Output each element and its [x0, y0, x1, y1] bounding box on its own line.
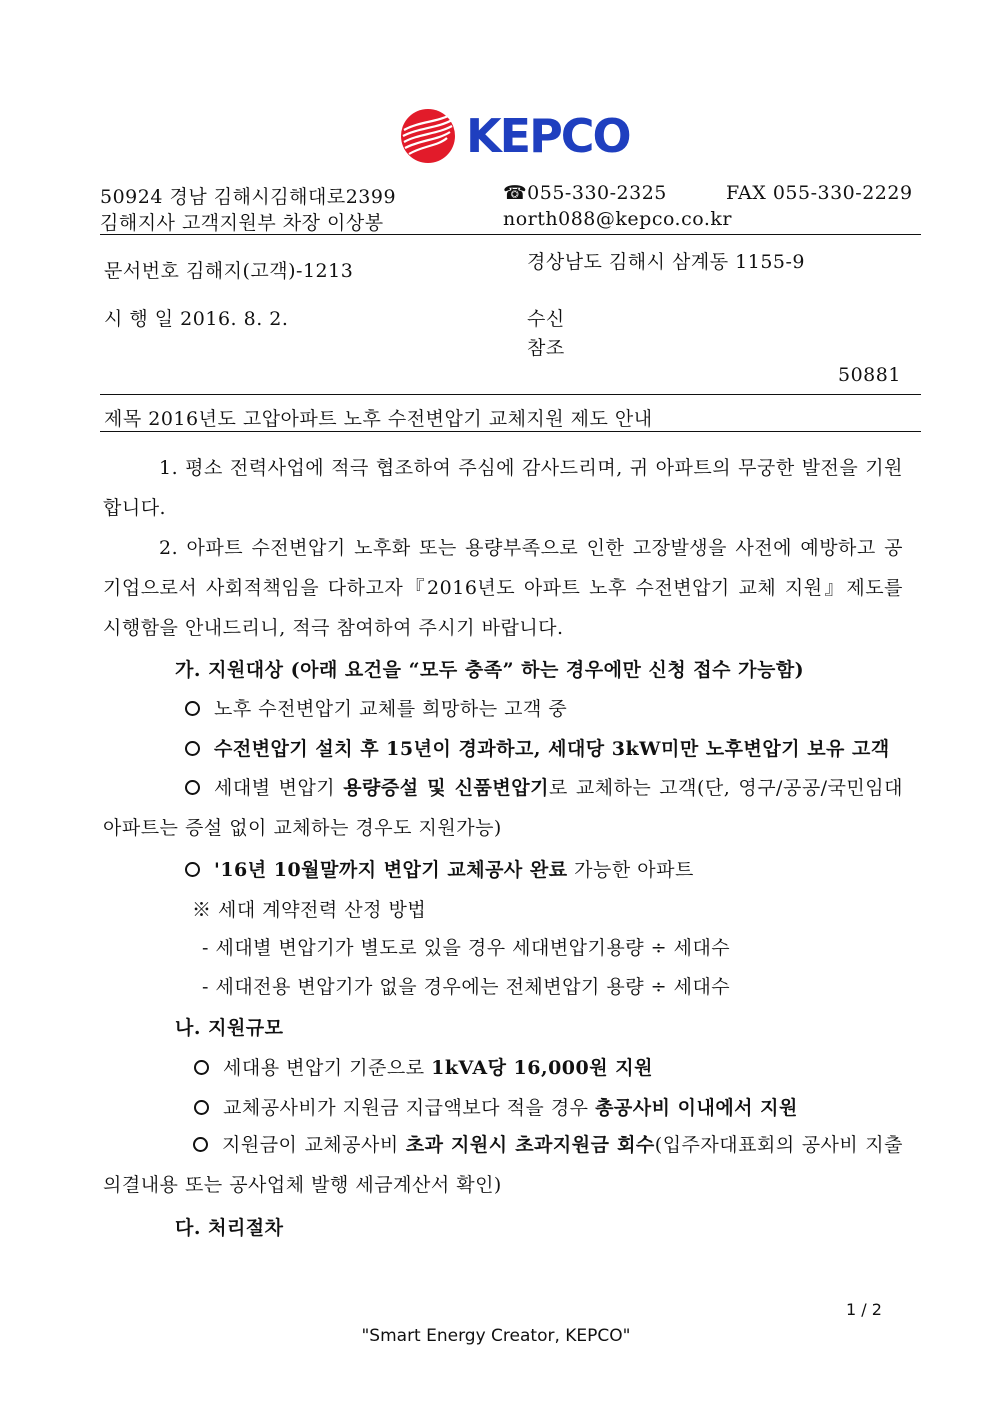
- circle-bullet-icon: [194, 1060, 209, 1075]
- note-line-2: - 세대전용 변압기가 없을 경우에는 전체변압기 용량 ÷ 세대수: [202, 976, 731, 998]
- circle-bullet-icon: [193, 1137, 208, 1152]
- list-item: 노후 수전변압기 교체를 희망하는 고객 중: [185, 694, 567, 721]
- fax-number: FAX 055-330-2229: [726, 182, 913, 204]
- list-item: 세대용 변압기 기준으로 1kVA당 16,000원 지원: [194, 1053, 653, 1080]
- paragraph-1: 1. 평소 전력사업에 적극 협조하여 주심에 감사드리며, 귀 아파트의 무궁한 발전을 기원합니다.: [103, 457, 903, 519]
- note-title: ※ 세대 계약전력 산정 방법: [192, 899, 427, 921]
- list-item: 지원금이 교체공사비 초과 지원시 초과지원금 회수(입주자대표회의 공사비 지출 의결내용 또는 공사업체 발행 세금계산서 확인): [103, 1134, 903, 1196]
- kepco-logo-text: KEPCO: [466, 109, 630, 163]
- section-b-title: 나. 지원규모: [175, 1017, 284, 1039]
- note-line-1: - 세대별 변압기가 별도로 있을 경우 세대변압기용량 ÷ 세대수: [202, 937, 731, 959]
- paragraph-2: 2. 아파트 수전변압기 노후화 또는 용량부족으로 인한 고장발생을 사전에 예방하고 공기업으로서 사회적책임을 다하고자『2016년도 아파트 노후 수전변압기 교체 지원』제도를 시행함을 안내드리니, 적극 참여하여 주시기 바랍니다.: [103, 537, 903, 639]
- circle-bullet-icon: [185, 862, 200, 877]
- reference-label: 참조: [527, 337, 565, 359]
- phone-number: 055-330-2325: [527, 182, 667, 204]
- header-divider: [100, 234, 921, 235]
- circle-bullet-icon: [185, 701, 200, 716]
- phone-icon: ☎: [503, 182, 528, 204]
- sender-email[interactable]: north088@kepco.co.kr: [503, 208, 732, 230]
- sender-address: 50924 경남 김해시김해대로2399: [100, 186, 397, 208]
- circle-bullet-icon: [185, 780, 200, 795]
- recipient-label: 수신: [527, 308, 565, 330]
- document-number: 문서번호 김해지(고객)-1213: [104, 260, 354, 282]
- circle-bullet-icon: [194, 1100, 209, 1115]
- sender-department: 김해지사 고객지원부 차장 이상봉: [100, 212, 384, 234]
- subject-divider: [100, 431, 921, 432]
- meta-divider: [100, 394, 921, 395]
- subject-line: 제목 2016년도 고압아파트 노후 수전변압기 교체지원 제도 안내: [104, 408, 653, 430]
- section-a-title: 가. 지원대상 (아래 요건을 “모두 충족” 하는 경우에만 신청 접수 가능함): [175, 659, 805, 681]
- section-c-title: 다. 처리절차: [175, 1217, 284, 1239]
- list-item: 수전변압기 설치 후 15년이 경과하고, 세대당 3kW미만 노후변압기 보유 고객: [185, 734, 890, 761]
- phone-line: [503, 182, 667, 204]
- circle-bullet-icon: [185, 741, 200, 756]
- list-item: 교체공사비가 지원금 지급액보다 적을 경우 총공사비 이내에서 지원: [194, 1093, 798, 1120]
- list-item: '16년 10월말까지 변압기 교체공사 완료 가능한 아파트: [185, 855, 694, 882]
- page-number: 1 / 2: [846, 1300, 882, 1319]
- zip-code: 50881: [838, 364, 901, 386]
- recipient-address: 경상남도 김해시 삼계동 1155-9: [527, 251, 806, 273]
- issue-date: 시 행 일 2016. 8. 2.: [104, 308, 289, 330]
- list-item: 세대별 변압기 용량증설 및 신품변압기로 교체하는 고객(단, 영구/공공/국민임대아파트는 증설 없이 교체하는 경우도 지원가능): [103, 777, 903, 839]
- kepco-logo: [394, 108, 654, 164]
- footer-slogan: "Smart Energy Creator, KEPCO": [361, 1326, 631, 1346]
